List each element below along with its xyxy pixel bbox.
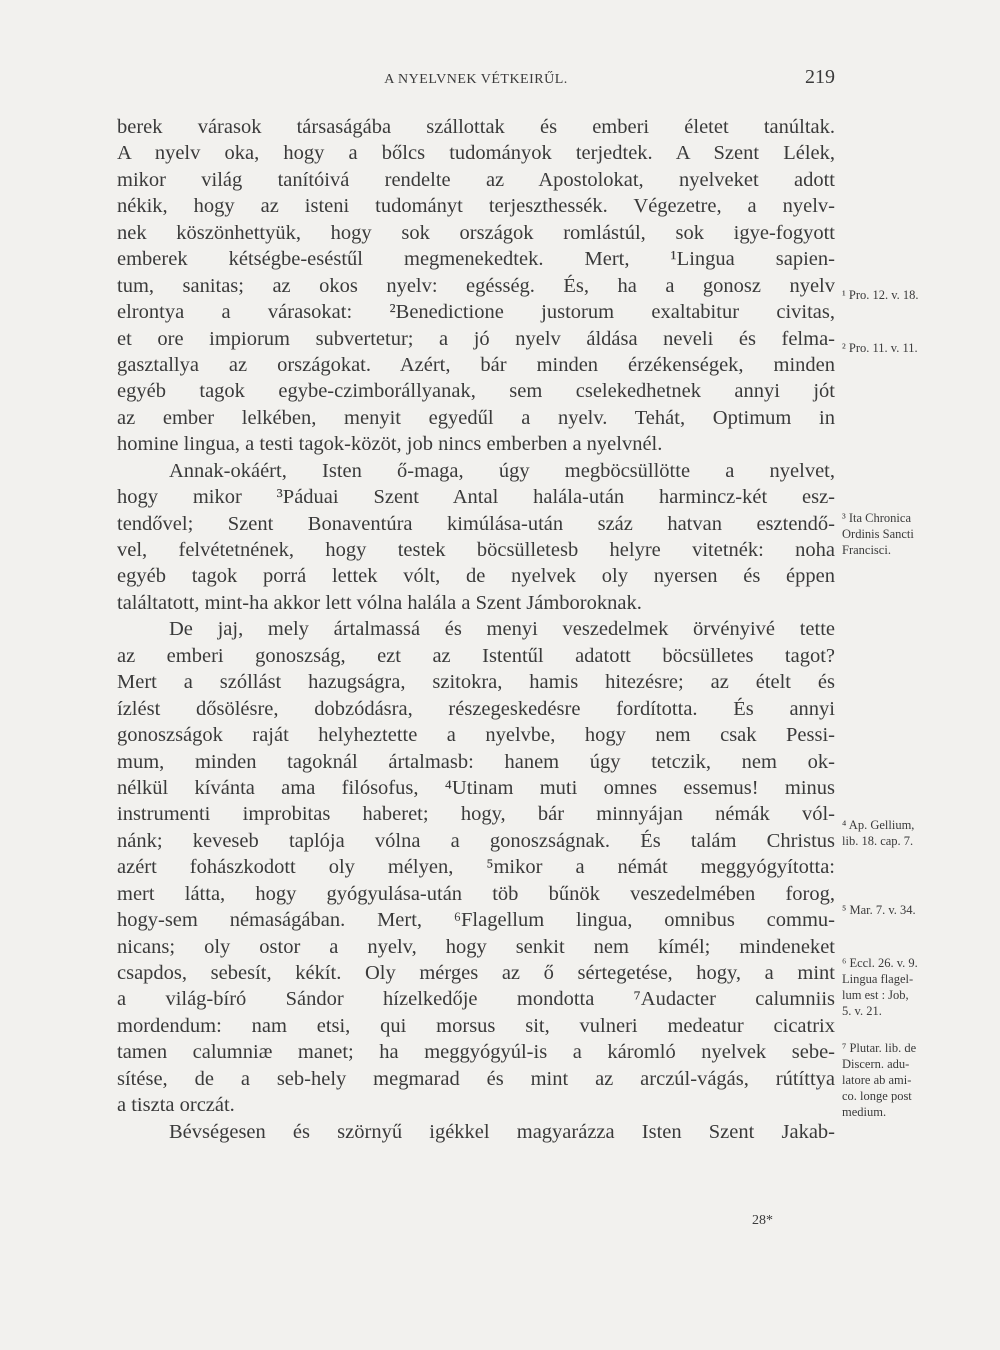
text-line: nicans; oly ostor a nyelv, hogy senkit nem kímél; mindeneket — [117, 935, 835, 958]
margin-note-line: lib. 18. cap. 7. — [842, 834, 914, 848]
text-line: az emberi gonoszság, ezt az Istentűl adatott böcsülletes tagot? — [117, 644, 835, 667]
text-line: egyéb tagok egybe-czimborállyanak, sem cselekedhetnek annyi jót — [117, 380, 835, 403]
margin-note-line: 5. v. 21. — [842, 1004, 882, 1018]
text-line: ízlést dősölésre, dobzódásra, részegeskedésre fordította. És annyi — [117, 697, 835, 720]
margin-note-line: ⁵ Mar. 7. v. 34. — [842, 903, 916, 917]
text-line: vel, felvétetnének, hogy testek böcsülletesb helyre vitetnék: noha — [117, 539, 835, 561]
text-line: tendővel; Szent Bonaventúra kimúlása-után száz hatvan esztendő- — [117, 512, 835, 535]
text-line: nélkül kívánta ama filósofus, ⁴Utinam muti omnes essemus! minus — [117, 776, 835, 799]
text-line: elrontya a várasokat: ²Benedictione justorum exaltabitur civitas, — [117, 301, 835, 324]
body-text — [117, 114, 835, 1145]
margin-note-line: latore ab ami- — [842, 1073, 912, 1087]
margin-note-line: medium. — [842, 1105, 887, 1119]
signature-mark: 28* — [752, 1213, 773, 1228]
margin-note-line: ⁷ Plutar. lib. de — [842, 1041, 917, 1055]
text-line: tamen calumniæ manet; ha meggyógyúl-is a káromló nyelvek sebe- — [117, 1041, 835, 1064]
text-line: mert látta, hogy gyógyulása-után töb bűnök veszedelmében forog, — [117, 882, 835, 905]
margin-note-line: ⁴ Ap. Gellium, — [842, 818, 915, 832]
page-header — [117, 66, 835, 94]
text-line: az ember lelkében, menyit egyedűl a nyelv. Tehát, Optimum in — [117, 406, 835, 429]
margin-note-line: Discern. adu- — [842, 1057, 910, 1071]
text-line: a tiszta orczát. — [117, 1094, 235, 1117]
text-line: Bévségesen és szörnyű igékkel magyarázza Isten Szent Jakab- — [169, 1120, 835, 1143]
text-line: a világ-bíró Sándor hízelkedője mondotta ⁷Audacter calumniis — [117, 988, 835, 1011]
text-line: emberek kétségbe-eséstűl megmenekedtek. Mert, ¹Lingua sapien- — [117, 248, 835, 271]
margin-note — [842, 955, 918, 1019]
text-line: et ore impiorum subvertetur; a jó nyelv áldása neveli és felma- — [117, 327, 835, 350]
text-line: Mert a szóllást hazugságra, szitokra, hamis hitezésre; az ételt és — [117, 671, 835, 694]
margin-note-line: lum est : Job, — [842, 988, 909, 1002]
margin-note-line: ³ Ita Chronica — [842, 511, 912, 525]
margin-note-line: Ordinis Sancti — [842, 527, 914, 541]
page-number: 219 — [805, 66, 835, 88]
text-line: mum, minden tagoknál ártalmasb: hanem úgy tetczik, nem ok- — [117, 750, 835, 773]
margin-note — [842, 340, 918, 356]
text-line: mikor világ tanítóivá rendelte az Apostolokat, nyelveket adott — [117, 168, 835, 191]
margin-note — [842, 287, 919, 303]
margin-note-line: ² Pro. 11. v. 11. — [842, 341, 918, 355]
text-line: instrumenti improbitas haberet; hogy, bár minnyájan némák vól- — [117, 803, 835, 826]
text-line: nékik, hogy az isteni tudományt terjeszthessék. Végezetre, a nyelv- — [117, 195, 835, 218]
margin-note-line: ⁶ Eccl. 26. v. 9. — [842, 956, 918, 970]
text-line: De jaj, mely ártalmassá és menyi veszedelmek örvényivé tette — [169, 618, 835, 641]
margin-note-line: Francisci. — [842, 543, 891, 557]
text-line: csapdos, sebesít, kékít. Oly mérges az ő sértegetése, hogy, a mint — [117, 962, 835, 984]
text-line: nánk; keveseb taplója vólna a gonoszságnak. És talám Christus — [117, 829, 835, 852]
text-line: hogy-sem némaságában. Mert, ⁶Flagellum lingua, omnibus commu- — [117, 909, 835, 932]
text-line: egyéb tagok porrá lettek vólt, de nyelvek oly nyersen és éppen — [117, 565, 835, 588]
margin-note — [842, 1040, 916, 1120]
text-line: gasztallya az országokat. Azért, bár minden érzékenségek, minden — [117, 353, 835, 376]
text-line: hogy mikor ³Páduai Szent Antal halála-után harmincz-két esz- — [117, 486, 835, 509]
text-line: A nyelv oka, hogy a bőlcs tudományok terjedtek. A Szent Lélek, — [117, 142, 835, 165]
text-line: Annak-okáért, Isten ő-maga, úgy megböcsüllötte a nyelvet, — [169, 459, 835, 482]
margin-note — [842, 817, 914, 849]
text-line: nek köszönhettyük, hogy sok országok romlástúl, sok igye-fogyott — [117, 221, 835, 244]
margin-note-line: Lingua flagel- — [842, 972, 914, 986]
text-line: találtatott, mint-ha akkor lett vólna halála a Szent Jámboroknak. — [117, 591, 642, 614]
margin-note-line: co. longe post — [842, 1089, 912, 1103]
text-line: gonoszságok raját helyheztette a nyelvbe, hogy nem csak Pessi- — [117, 724, 835, 747]
text-line: sítése, de a seb-hely megmarad és mint az arczúl-vágás, rútíttya — [117, 1067, 835, 1090]
margin-note — [842, 510, 914, 558]
margin-note — [842, 902, 916, 918]
margin-note-line: ¹ Pro. 12. v. 18. — [842, 288, 919, 302]
text-line: azért fohászkodott oly mélyen, ⁵mikor a némát meggyógyította: — [117, 856, 835, 879]
text-line: berek várasok társaságába szállottak és emberi életet tanúltak. — [117, 116, 835, 138]
text-line: mordendum: nam etsi, qui morsus sit, vulneri medeatur cicatrix — [117, 1014, 835, 1037]
running-title: A NYELVNEK VÉTKEIRŰL. — [384, 72, 568, 87]
text-line: tum, sanitas; az okos nyelv: egésség. És, ha a gonosz nyelv — [117, 274, 835, 297]
text-line: homine lingua, a testi tagok-közöt, job nincs emberben a nyelvnél. — [117, 433, 663, 456]
